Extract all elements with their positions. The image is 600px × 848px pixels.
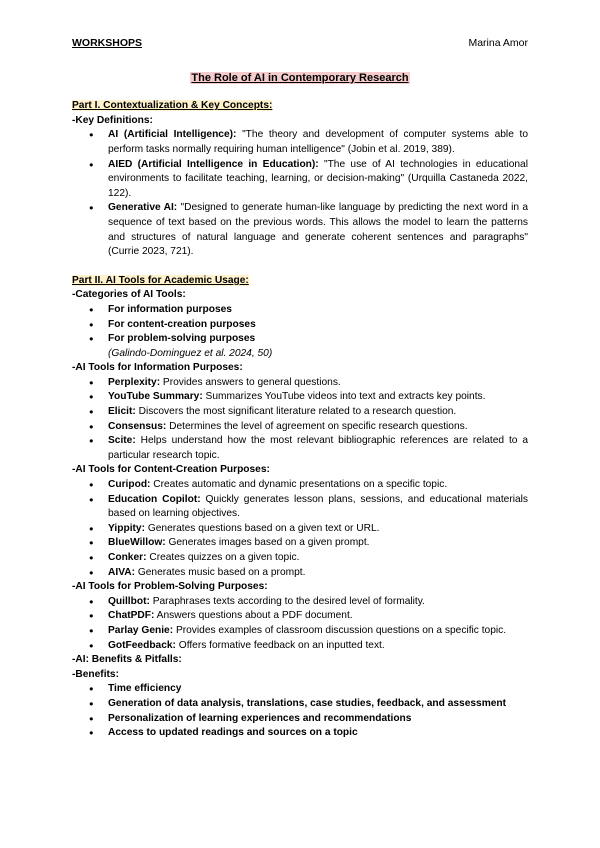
tool-description: Provides examples of classroom discussion questions on a specific topic. [173, 624, 507, 636]
problem-tools-heading: -AI Tools for Problem-Solving Purposes: [72, 581, 268, 593]
tool-description: Paraphrases texts according to the desired level of formality. [149, 595, 425, 607]
list-item [72, 405, 528, 420]
list-item [72, 595, 528, 610]
part2-heading [72, 274, 528, 289]
tool-description: Creates automatic and dynamic presentations on a specific topic. [150, 479, 448, 491]
categories-citation: (Galindo-Dominguez et al. 2024, 50) [108, 347, 273, 359]
list-item [72, 609, 528, 624]
tool-description: Discovers the most significant literature related to a research question. [135, 406, 457, 418]
list-item [72, 478, 528, 493]
tool-name: Conker: [108, 552, 147, 563]
tool-name: Education Copilot: [108, 493, 201, 505]
tool-description: Provides answers to general questions. [160, 376, 341, 388]
tool-description: Answers questions about a PDF document. [154, 610, 353, 622]
categories-heading: -Categories of AI Tools: [72, 289, 186, 301]
tool-name: Scite: [108, 435, 136, 447]
tool-name: Quillbot: [108, 595, 150, 607]
header-author: Marina Amor [468, 37, 528, 49]
tool-description: Summarizes YouTube videos into text and extracts key points. [202, 391, 486, 403]
content-tools-list [72, 478, 528, 580]
tool-name: Yippity: [108, 522, 145, 534]
list-item [72, 376, 528, 391]
benefits-heading: -Benefits: [72, 668, 119, 680]
list-item [72, 158, 528, 202]
benefits-list [72, 682, 528, 740]
tool-description: Determines the level of agreement on specific research questions. [166, 420, 468, 432]
list-item: ● Time efficiency [72, 682, 528, 697]
list-item: ● Personalization of learning experiences and recommendations [72, 712, 528, 727]
part1-heading [72, 99, 528, 114]
header-left: WORKSHOPS [72, 37, 143, 49]
list-item [72, 551, 528, 566]
list-item [72, 128, 528, 157]
info-tools-list [72, 376, 528, 464]
tool-description: Offers formative feedback on an inputted text. [175, 639, 385, 651]
tool-name: Elicit: [108, 406, 136, 418]
document-page [72, 36, 528, 741]
tool-name: ChatPDF: [108, 610, 155, 622]
document-title-text: The Role of AI in Contemporary Research [191, 71, 409, 84]
content-tools-heading: -AI Tools for Content-Creation Purposes: [72, 464, 270, 476]
definition-text: "The use of AI technologies in educational environments to facilitate teaching, learning, or decision-making" (Urquilla Castaneda 2022, 122). [108, 158, 528, 199]
definition-term: AIED (Artificial Intelligence in Education): [108, 158, 319, 170]
part1-heading-text: Part I. Contextualization & Key Concepts: [72, 100, 273, 112]
problem-tools-list [72, 595, 528, 653]
definition-text: "Designed to generate human-like language by predicting the next word in a sequence of text based on the previous words. This allows the model to learn the patterns and structures of natural language and generate coherent sentences and paragraphs" (Currie 2023, 721). [108, 202, 528, 258]
info-tools-heading: -AI Tools for Information Purposes: [72, 362, 243, 374]
definitions-list [72, 128, 528, 259]
list-item: ● Access to updated readings and sources on a topic [72, 726, 528, 741]
list-item: ● For content-creation purposes [72, 318, 528, 333]
definition-term: Generative AI: [108, 202, 178, 214]
list-item: ● Generation of data analysis, translations, case studies, feedback, and assessment [72, 697, 528, 712]
list-item [72, 201, 528, 259]
tool-description: Generates questions based on a given text or URL. [144, 522, 380, 534]
benefits-pitfalls-heading: -AI: Benefits & Pitfalls: [72, 654, 182, 666]
definition-text: "The theory and development of computer systems able to perform tasks normally requiring human intelligence" (Jobin et al. 2019, 389). [108, 129, 528, 155]
list-item [72, 493, 528, 522]
categories-list [72, 303, 528, 347]
key-definitions-heading: -Key Definitions: [72, 114, 153, 126]
part2-heading-text: Part II. AI Tools for Academic Usage: [72, 274, 249, 286]
list-item [72, 390, 528, 405]
document-title [72, 71, 528, 86]
tool-description: Generates music based on a prompt. [134, 566, 306, 578]
tool-description: Helps understand how the most relevant bibliographic references are related to a particular research topic. [108, 435, 528, 461]
list-item [72, 536, 528, 551]
tool-description: Generates images based on a given prompt. [165, 537, 370, 549]
list-item [72, 420, 528, 435]
tool-name: Perplexity: [108, 376, 161, 388]
list-item [72, 566, 528, 581]
list-item [72, 434, 528, 463]
list-item [72, 639, 528, 654]
tool-name: Parlay Genie: [108, 624, 174, 636]
tool-name: Consensus: [108, 420, 167, 432]
definition-term: AI (Artificial Intelligence): [108, 129, 237, 141]
list-item [72, 522, 528, 537]
tool-name: YouTube Summary: [108, 391, 203, 403]
tool-name: BlueWillow: [108, 537, 166, 549]
tool-name: AIVA: [108, 566, 135, 578]
tool-description: Quickly generates lesson plans, sessions, and educational materials based on learning objectives. [108, 493, 528, 520]
tool-name: Curipod: [108, 479, 151, 491]
list-item: ● For information purposes [72, 303, 528, 318]
tool-name: GotFeedback: [108, 639, 176, 651]
page-header [72, 36, 528, 51]
tool-description: Creates quizzes on a given topic. [146, 552, 300, 563]
list-item: ● For problem-solving purposes [72, 332, 528, 347]
list-item [72, 624, 528, 639]
